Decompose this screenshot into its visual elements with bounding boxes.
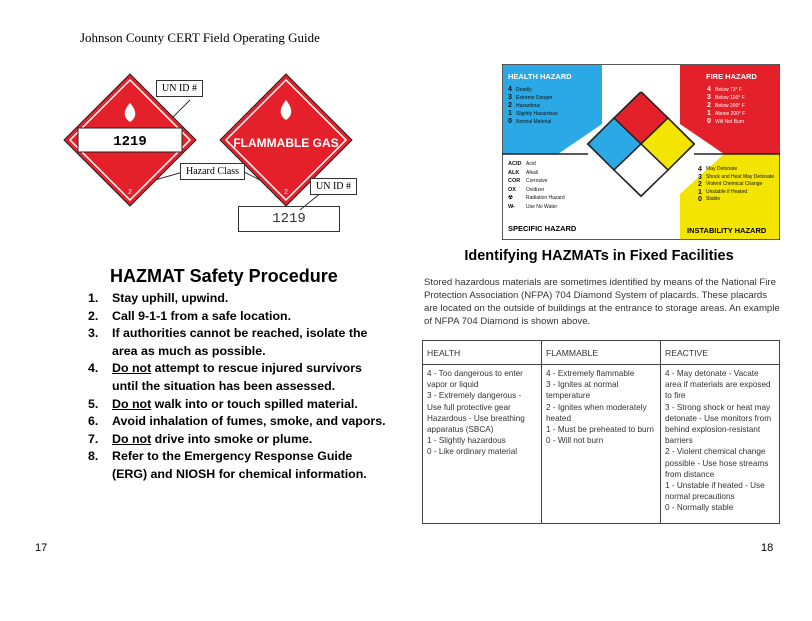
specific-hazard-item [508,177,565,186]
table-cell-line: 4 - Too dangerous to enter vapor or liquid [427,369,523,390]
un-number-panel: 1219 [238,206,340,232]
placard2-class: 2 [284,189,288,196]
procedure-item-text [112,308,291,326]
table-header-row [423,341,780,365]
procedure-item-number: 6. [88,414,99,429]
procedure-item-body: walk into or touch spilled material. [151,396,358,411]
rating-text: Below 73° F [715,87,743,93]
rating-text: Deadly [516,87,532,93]
fire-hazard-title: FIRE HAZARD [706,72,757,81]
rating-text: Unstable if Heated [706,188,748,195]
rating-number: 3 [698,173,702,181]
health-cell [423,365,542,524]
rating-number: 1 [707,110,711,117]
procedure-item [88,308,388,326]
rating-text: Hazardous [516,103,541,109]
rating-number: ACID [508,161,522,167]
procedure-item [88,431,388,449]
rating-text: Below 200° F [715,103,745,109]
table-cell-line: 0 - Normally stable [665,503,734,513]
page-number-right: 18 [761,542,774,554]
procedure-item [88,360,388,395]
procedure-item-emphasis: Do not [112,361,152,376]
rating-text: Below 100° F [715,95,745,101]
procedure-item-body: Refer to the Emergency Response Guide (ERG) and NIOSH for chemical information. [112,449,367,481]
table-cell-line: 0 - Will not burn [546,436,604,446]
instability-hazard-title: INSTABILITY HAZARD [687,226,767,235]
procedure-item-number: 8. [88,449,99,464]
procedure-item-text [112,325,388,360]
health-hazard-item [508,110,558,118]
un-id-callout-top: UN ID # [156,80,203,97]
placard-illustration [60,70,400,260]
table-cell-line: 3 - Strong shock or heat may detonate - Use monitors from behind explosion-resistant barriers [665,402,772,446]
health-hazard-item [508,94,558,102]
rating-number: 4 [707,86,711,93]
table-cell-line: 4 - Extremely flammable [546,369,635,378]
procedure-item-body: attempt to rescue injured survivors until the situation has been assessed. [112,361,362,393]
health-hazard-item [508,118,558,126]
instability-hazard-item [698,181,776,189]
procedure-item-body: drive into smoke or plume. [151,431,313,446]
specific-hazard-list [508,160,565,211]
table-cell-line: 2 - Violent chemical change possible - Use hose streams from distance [665,447,769,479]
rating-number: ☢ [508,195,513,201]
health-hazard-title: HEALTH HAZARD [508,72,572,81]
table-cell-line: 1 - Slightly hazardous [427,436,506,446]
instability-hazard-item [698,196,776,204]
flammable-cell [542,365,661,524]
intro-paragraph: Stored hazardous materials are sometimes identified by means of the National Fire Protection Association (NFPA) 704 Diamond System of placards. These placards are located on the outside of buildings at the entrance to storage areas. An example of NFPA 704 Diamond is shown above. [424,277,780,327]
rating-number: 1 [508,110,512,117]
table-cell-line: 3 - Ignites at normal temperature [546,380,619,401]
rating-number: 2 [698,181,702,188]
procedure-item-text [112,448,388,483]
procedure-item-number: 2. [88,308,99,323]
table-cell-line: 1 - Unstable if heated - Use normal precautions [665,481,765,502]
specific-hazard-item [508,194,565,203]
hazard-class-callout: Hazard Class [180,163,245,180]
header-reactive: REACTIVE [661,341,780,365]
nfpa-diagram [502,64,780,240]
rating-text: Will Not Burn [715,119,745,125]
procedure-item-text [112,290,228,308]
rating-text: Acid [526,161,536,167]
placard1-class: 2 [128,189,132,196]
rating-number: 3 [508,94,512,101]
rating-number: OX [508,186,516,193]
fire-hazard-item [707,110,745,118]
rating-text: Slightly Hazardous [516,111,558,117]
procedure-item-body: Stay uphill, upwind. [112,291,229,305]
rating-number: 0 [707,118,711,125]
rating-number: 0 [698,196,702,203]
procedure-item-number: 5. [88,396,99,411]
procedure-item-text [112,431,312,449]
header-health: HEALTH [423,341,542,365]
procedure-list [88,290,388,484]
procedure-item-body: Call 9-1-1 from a safe location. [112,308,292,323]
rating-number: 0 [508,118,512,125]
procedure-item [88,448,388,483]
procedure-item-emphasis: Do not [112,396,152,411]
rating-text: Corrosive [526,178,548,184]
procedure-item-text [112,396,358,414]
procedure-item-number: 7. [88,431,99,446]
procedure-item-emphasis: Do not [112,431,152,446]
instability-hazard-item [698,189,776,197]
rating-text: Oxidizer [526,186,545,193]
placard2-text: FLAMMABLE GAS [233,136,339,150]
table-cell-line: 4 - May detonate - Vacate area if materials are exposed to fire [665,369,771,401]
page-number-left: 17 [35,542,48,554]
instability-hazard-item [698,166,776,174]
table-cell-line: 3 - Extremely dangerous - Use full protective gear Hazardous - Use breathing apparatus (SBCA) [427,391,525,435]
rating-number: 4 [698,166,702,173]
procedure-item [88,396,388,414]
procedure-item-text [112,360,388,395]
rating-number: ALK [508,169,520,176]
instability-hazard-list [698,166,776,204]
un-id-callout-right: UN ID # [310,178,357,195]
rating-number: 2 [707,102,711,109]
table-cell-line: 0 - Like ordinary material [427,447,518,457]
placard1-number: 1219 [113,134,147,150]
hazard-rating-table [422,340,780,524]
rating-text: Normal Material [516,119,552,125]
health-hazard-list [508,86,558,126]
rating-text: Alkali [526,169,538,176]
rating-text: Extreme Danger [516,95,553,101]
fire-hazard-item [707,102,745,110]
health-hazard-item [508,102,558,110]
section-title: Identifying HAZMATs in Fixed Facilities [464,248,734,264]
procedure-item [88,325,388,360]
rating-text: Above 200° F [715,111,746,117]
rating-number: 1 [698,188,702,196]
procedure-item [88,290,388,308]
procedure-item-body: Avoid inhalation of fumes, smoke, and vapors. [112,414,386,429]
instability-hazard-item [698,174,776,182]
procedure-item-number: 4. [88,361,99,376]
procedure-item-number: 3. [88,326,99,341]
table-cell-line: 2 - Ignites when moderately heated [546,402,647,423]
specific-hazard-item [508,160,565,169]
rating-text: Shock and Heat May Detonate [706,173,775,180]
health-hazard-item [508,86,558,94]
fire-hazard-item [707,118,745,126]
table-row [423,365,780,524]
fire-hazard-item [707,86,745,94]
rating-text: Stable [706,196,721,202]
specific-hazard-item [508,186,565,195]
rating-text: Use No Water [526,203,558,210]
rating-text: Violent Chemical Change [706,181,763,187]
rating-number: 4 [508,86,512,93]
header-flammable: FLAMMABLE [542,341,661,365]
specific-hazard-item [508,169,565,178]
fire-hazard-item [707,94,745,102]
rating-number: COR [508,178,521,184]
rating-number: 3 [707,94,711,101]
table-cell-line: 1 - Must be preheated to burn [546,425,654,435]
rating-number: 2 [508,102,512,109]
procedure-item-body: If authorities cannot be reached, isolate the area as much as possible. [112,326,368,358]
rating-text: May Detonate [706,166,738,172]
procedure-item-number: 1. [88,291,99,305]
procedure-item [88,413,388,431]
specific-hazard-item [508,203,565,212]
rating-text: Radiation Hazard [526,195,565,201]
running-header: Johnson County CERT Field Operating Guide [80,30,320,45]
rating-number: W̶ [508,203,514,210]
specific-hazard-title: SPECIFIC HAZARD [508,224,577,233]
procedure-item-text [112,413,386,431]
procedure-title: HAZMAT Safety Procedure [110,266,338,286]
reactive-cell [661,365,780,524]
fire-hazard-list [707,86,745,126]
